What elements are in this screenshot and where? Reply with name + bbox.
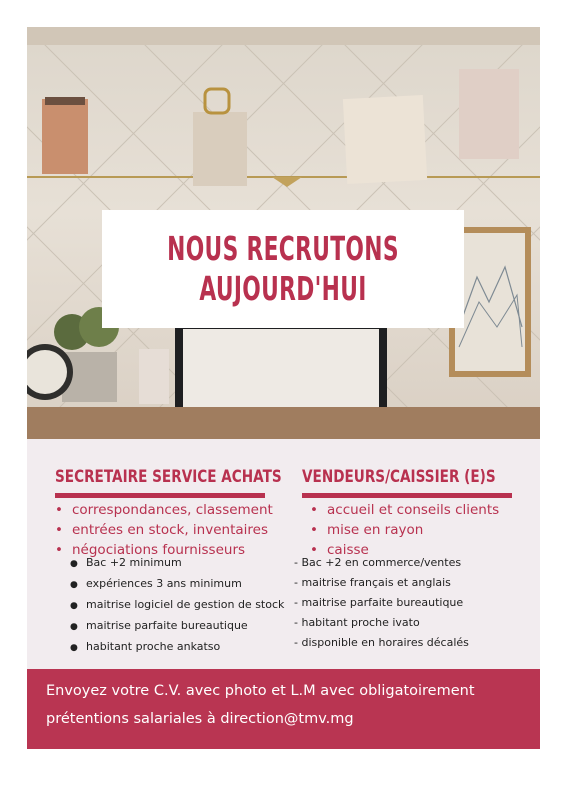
headline-line-1: NOUS RECRUTONS xyxy=(167,229,399,268)
duty-list xyxy=(310,500,499,560)
title-underline xyxy=(55,493,265,498)
footer-line-1: Envoyez votre C.V. avec photo et L.M avec obligatoirement xyxy=(46,683,475,699)
job-title: VENDEURS/CAISSIER (E)S xyxy=(302,467,496,487)
duty-list xyxy=(55,500,273,560)
bullet-icon: • xyxy=(55,522,63,538)
job-listings xyxy=(27,439,540,669)
duty-item: • négociations fournisseurs xyxy=(55,542,246,558)
application-footer xyxy=(27,669,540,749)
bullet-icon: ● xyxy=(70,622,78,632)
bullet-icon: • xyxy=(310,502,318,518)
duty-item: • caisse xyxy=(310,542,369,558)
bullet-icon: ● xyxy=(70,601,78,611)
duty-item: • entrées en stock, inventaires xyxy=(55,522,268,538)
requirement-item: ● habitant proche ankatso xyxy=(70,637,284,658)
requirement-list xyxy=(294,553,469,653)
bullet-icon: ● xyxy=(70,580,78,590)
requirement-item: ● maitrise parfaite bureautique xyxy=(70,616,284,637)
bullet-icon: • xyxy=(310,522,318,538)
duty-item: • mise en rayon xyxy=(310,522,424,538)
duty-item: • correspondances, classement xyxy=(55,502,273,518)
bullet-icon: ● xyxy=(70,559,78,569)
requirement-item: - maitrise français et anglais xyxy=(294,576,451,589)
headline-box xyxy=(102,210,464,328)
bullet-icon: • xyxy=(55,542,63,558)
duty-item: • accueil et conseils clients xyxy=(310,502,500,518)
recruitment-poster xyxy=(27,27,540,749)
title-underline xyxy=(302,493,512,498)
job-title: SECRETAIRE SERVICE ACHATS xyxy=(55,467,282,487)
header-photo xyxy=(27,27,540,439)
requirement-item: - Bac +2 en commerce/ventes xyxy=(294,556,462,569)
requirement-item: - maitrise parfaite bureautique xyxy=(294,596,464,609)
bullet-icon: • xyxy=(55,502,63,518)
requirement-item: ● Bac +2 minimum xyxy=(70,553,284,574)
bullet-icon: ● xyxy=(70,643,78,653)
requirement-item: - habitant proche ivato xyxy=(294,616,420,629)
requirement-item: - disponible en horaires décalés xyxy=(294,636,469,649)
headline-line-2: AUJOURD'HUI xyxy=(199,269,367,308)
requirement-list xyxy=(70,553,284,658)
requirement-item: ● expériences 3 ans minimum xyxy=(70,574,284,595)
requirement-item: ● maitrise logiciel de gestion de stock xyxy=(70,595,284,616)
footer-line-2: prétentions salariales à direction@tmv.mg xyxy=(46,711,354,727)
bullet-icon: • xyxy=(310,542,318,558)
